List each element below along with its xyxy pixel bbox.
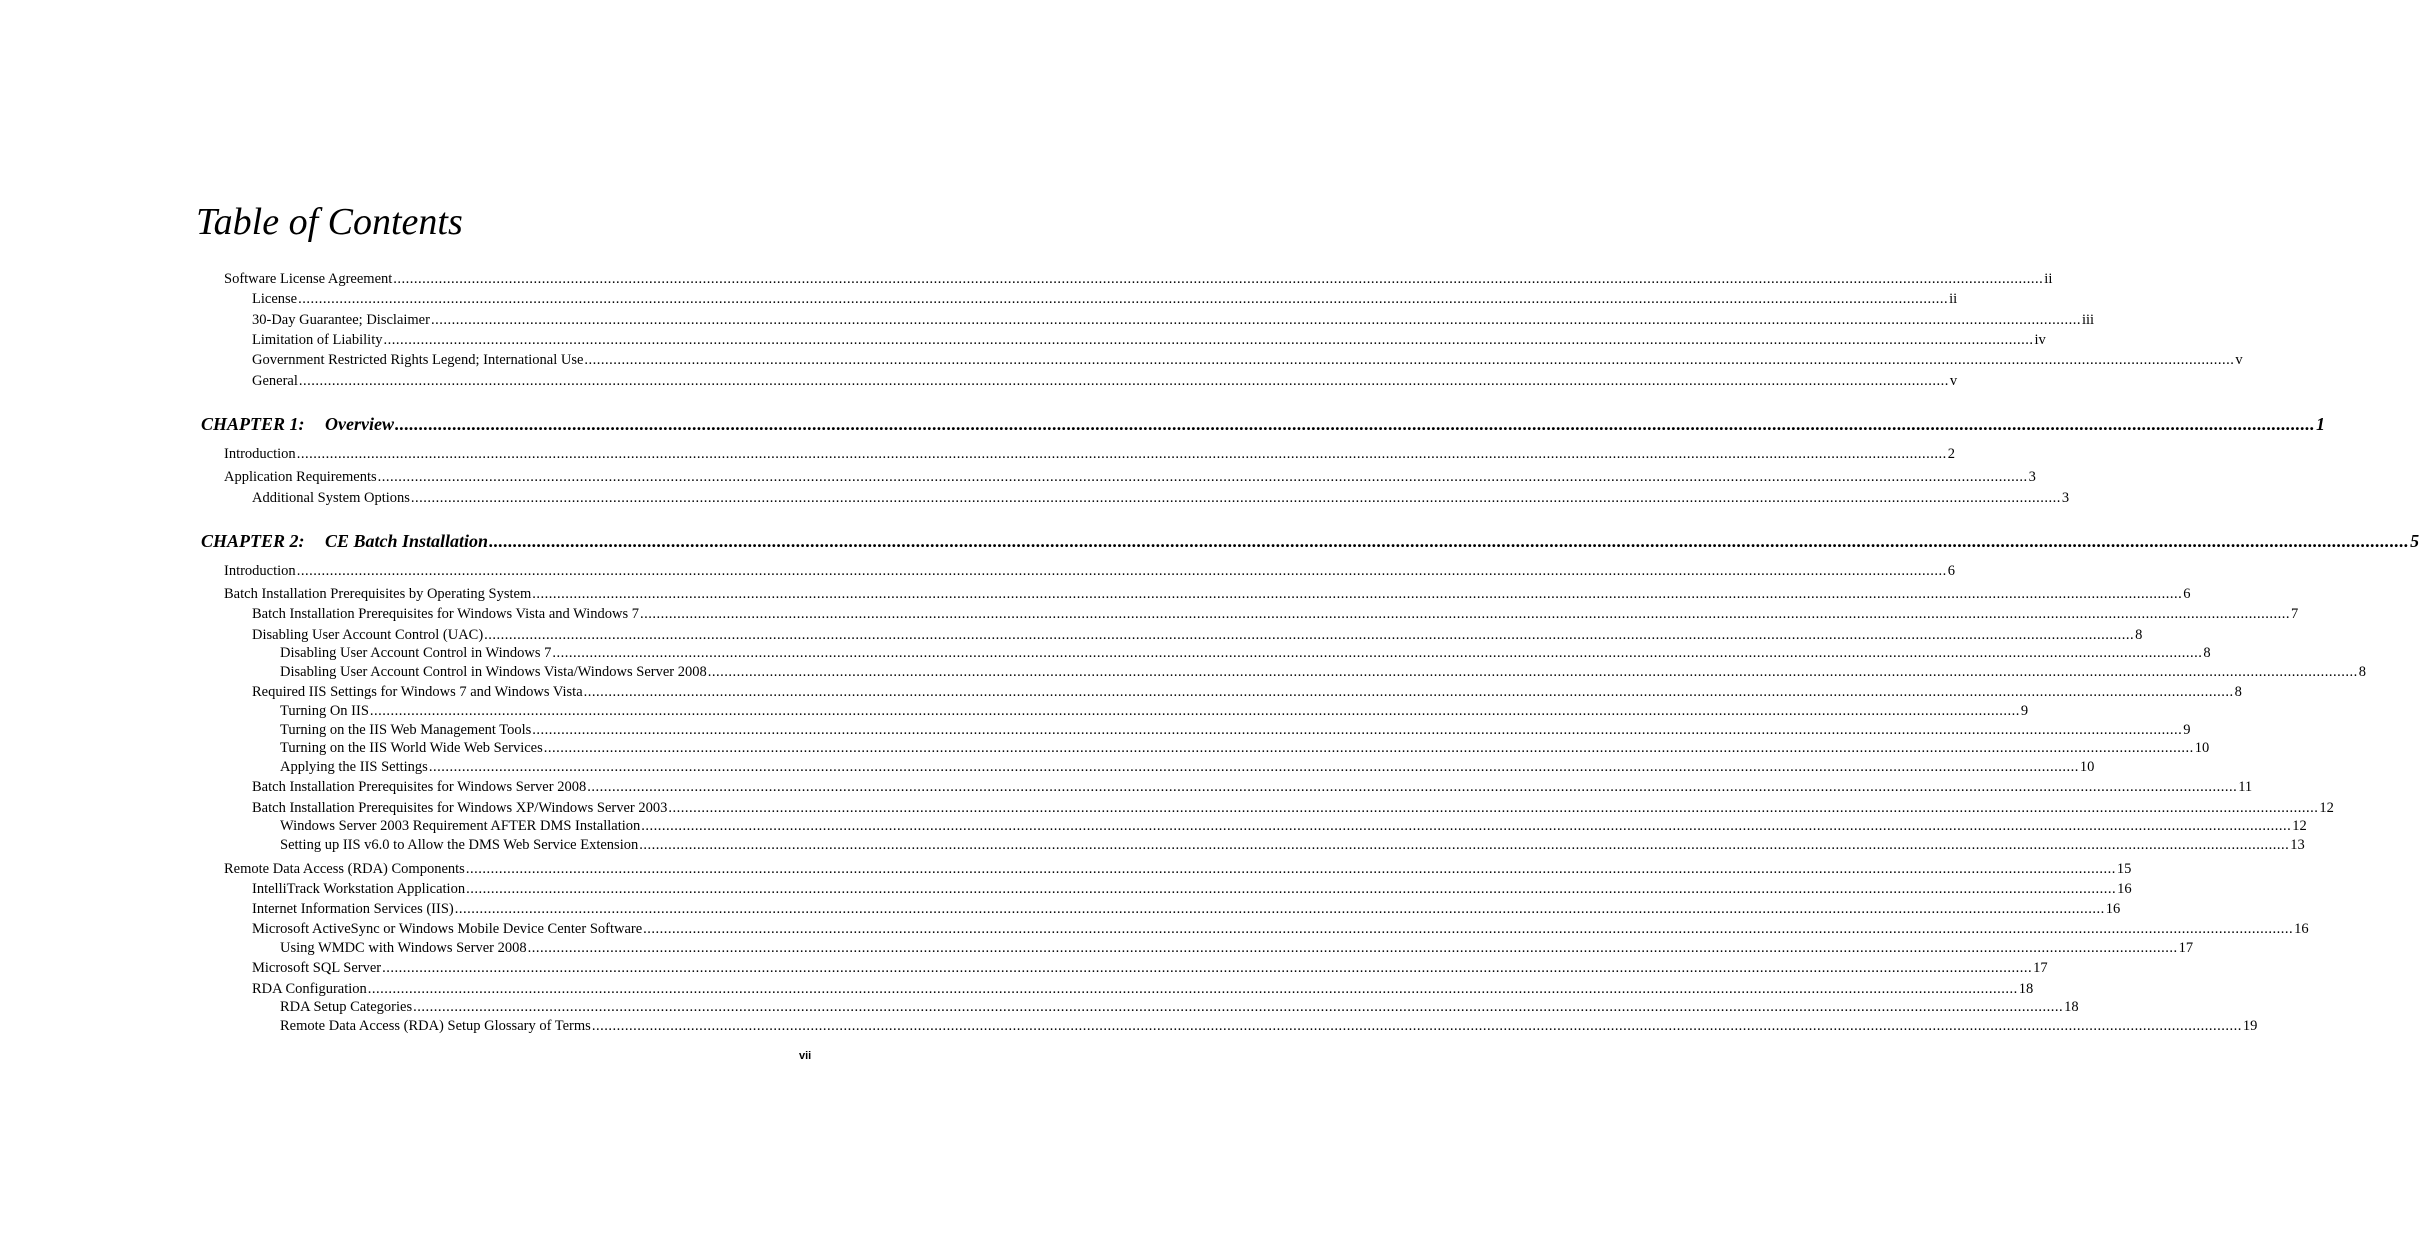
- toc-page-number: 16: [2105, 901, 2121, 917]
- toc-entry-title: Introduction: [224, 563, 296, 579]
- toc-entry[interactable]: [252, 920, 2309, 938]
- dot-leader: ................................................................................................................................................................................................................................................................................................................................................................................................................: [367, 981, 2018, 997]
- toc-page-number: iii: [2081, 312, 2095, 328]
- toc-entry[interactable]: [280, 644, 2211, 662]
- toc-entry-title: Batch Installation Prerequisites for Windows Vista and Windows 7: [252, 606, 639, 622]
- toc-chapter-name: CE Batch Installation: [325, 531, 489, 551]
- dot-leader: ................................................................................................................................................................................................................................................................................................................................................................................................................: [668, 800, 2319, 816]
- toc-entry-title: Microsoft SQL Server: [252, 960, 382, 976]
- toc-chapter-entry[interactable]: [201, 413, 2325, 435]
- dot-leader: ................................................................................................................................................................................................................................................................................................................................................................................................................: [466, 881, 2117, 897]
- toc-entry[interactable]: [252, 489, 2070, 507]
- toc-entry[interactable]: [252, 959, 2048, 977]
- dot-leader: ................................................................................................................................................................................................................................................................................................................................................................................................................: [591, 1018, 2242, 1034]
- toc-page-number: 3: [2028, 469, 2036, 485]
- dot-leader: ................................................................................................................................................................................................................................................................................................................................................................................................................: [369, 703, 2020, 719]
- toc-page-number: ii: [1949, 291, 1958, 307]
- toc-entry[interactable]: [280, 817, 2307, 835]
- toc-chapter-title: [201, 530, 488, 552]
- toc-entry[interactable]: [252, 311, 2095, 329]
- toc-entry-title: Microsoft ActiveSync or Windows Mobile Device Center Software: [252, 921, 643, 937]
- toc-entry-title: RDA Configuration: [252, 981, 367, 997]
- toc-entry-title: Introduction: [224, 446, 296, 462]
- toc-entry[interactable]: [280, 758, 2095, 776]
- toc-entry-title: Disabling User Account Control in Windows Vista/Windows Server 2008: [280, 664, 707, 680]
- toc-entry-title: Windows Server 2003 Requirement AFTER DMS Installation: [280, 818, 641, 834]
- dot-leader: ................................................................................................................................................................................................................................................................................................................................................................................................................: [394, 414, 2315, 434]
- dot-leader: ................................................................................................................................................................................................................................................................................................................................................................................................................: [454, 901, 2105, 917]
- dot-leader: ................................................................................................................................................................................................................................................................................................................................................................................................................: [707, 664, 2358, 680]
- toc-page-number: 13: [2290, 837, 2305, 853]
- toc-page-number: 12: [2292, 818, 2307, 834]
- dot-leader: ................................................................................................................................................................................................................................................................................................................................................................................................................: [587, 779, 2238, 795]
- toc-entry[interactable]: [224, 562, 1955, 580]
- toc-page-number: 5: [2410, 531, 2419, 551]
- toc-entry[interactable]: [252, 290, 1958, 308]
- toc-entry-title: IntelliTrack Workstation Application: [252, 881, 466, 897]
- page-number: vii: [799, 1050, 812, 1062]
- dot-leader: ................................................................................................................................................................................................................................................................................................................................................................................................................: [377, 469, 2028, 485]
- toc-entry-title: Applying the IIS Settings: [280, 759, 428, 775]
- toc-chapter-name: Overview: [325, 414, 394, 434]
- toc-entry[interactable]: [252, 683, 2242, 701]
- toc-entry-title: General: [252, 373, 298, 389]
- toc-entry[interactable]: [224, 468, 2036, 486]
- toc-entry[interactable]: [280, 836, 2305, 854]
- toc-entry-title: Setting up IIS v6.0 to Allow the DMS Web Service Extension: [280, 837, 639, 853]
- toc-entry-title: Batch Installation Prerequisites by Operating System: [224, 586, 532, 602]
- page-title: Table of Contents: [196, 201, 463, 243]
- toc-entry[interactable]: [252, 799, 2334, 817]
- dot-leader: ................................................................................................................................................................................................................................................................................................................................................................................................................: [527, 940, 2178, 956]
- toc-page-number: 2: [1947, 446, 1955, 462]
- dot-leader: ................................................................................................................................................................................................................................................................................................................................................................................................................: [584, 352, 2235, 368]
- toc-page-number: 18: [2018, 981, 2034, 997]
- dot-leader: ................................................................................................................................................................................................................................................................................................................................................................................................................: [583, 684, 2234, 700]
- toc-page-number: 1: [2315, 414, 2325, 434]
- toc-page-number: 8: [2203, 645, 2211, 661]
- toc-entry[interactable]: [280, 1017, 2258, 1035]
- toc-entry[interactable]: [252, 605, 2299, 623]
- toc-entry-title: Remote Data Access (RDA) Setup Glossary of Terms: [280, 1018, 591, 1034]
- toc-entry-title: Additional System Options: [252, 490, 410, 506]
- toc-entry[interactable]: [280, 721, 2191, 739]
- toc-entry-title: Disabling User Account Control (UAC): [252, 627, 484, 643]
- toc-page-number: 16: [2117, 881, 2132, 897]
- toc-entry-title: 30-Day Guarantee; Disclaimer: [252, 312, 430, 328]
- dot-leader: ................................................................................................................................................................................................................................................................................................................................................................................................................: [430, 312, 2081, 328]
- dot-leader: ................................................................................................................................................................................................................................................................................................................................................................................................................: [298, 291, 1949, 307]
- toc-entry-title: License: [252, 291, 298, 307]
- toc-entry[interactable]: [280, 739, 2210, 757]
- toc-page-number: 8: [2135, 627, 2143, 643]
- toc-chapter-label: CHAPTER 1:: [201, 414, 305, 434]
- toc-entry[interactable]: [280, 998, 2079, 1016]
- toc-entry-title: Internet Information Services (IIS): [252, 901, 454, 917]
- toc-entry-title: Batch Installation Prerequisites for Windows Server 2008: [252, 779, 587, 795]
- toc-entry[interactable]: [224, 860, 2132, 878]
- toc-page-number: 18: [2064, 999, 2079, 1015]
- toc-page-number: 9: [2183, 722, 2191, 738]
- toc-page-number: 9: [2020, 703, 2029, 719]
- dot-leader: ................................................................................................................................................................................................................................................................................................................................................................................................................: [640, 606, 2290, 622]
- dot-leader: ................................................................................................................................................................................................................................................................................................................................................................................................................: [382, 960, 2033, 976]
- toc-entry-title: Government Restricted Rights Legend; International Use: [252, 352, 584, 368]
- toc-page-number: v: [2235, 352, 2243, 368]
- toc-page-number: 12: [2319, 800, 2334, 816]
- dot-leader: ................................................................................................................................................................................................................................................................................................................................................................................................................: [532, 722, 2183, 738]
- toc-entry[interactable]: [252, 980, 2034, 998]
- dot-leader: ................................................................................................................................................................................................................................................................................................................................................................................................................: [552, 645, 2203, 661]
- toc-page-number: 17: [2178, 940, 2194, 956]
- dot-leader: ................................................................................................................................................................................................................................................................................................................................................................................................................: [543, 740, 2194, 756]
- dot-leader: ................................................................................................................................................................................................................................................................................................................................................................................................................: [383, 332, 2034, 348]
- toc-chapter-entry[interactable]: [201, 530, 2419, 552]
- toc-entry-title: Disabling User Account Control in Windows 7: [280, 645, 552, 661]
- dot-leader: ................................................................................................................................................................................................................................................................................................................................................................................................................: [298, 373, 1949, 389]
- toc-entry[interactable]: [252, 900, 2121, 918]
- toc-page-number: iv: [2034, 332, 2046, 348]
- toc-page-number: ii: [2044, 271, 2053, 287]
- toc-page-number: 8: [2358, 664, 2367, 680]
- toc-page-number: 8: [2234, 684, 2242, 700]
- toc-entry[interactable]: [280, 702, 2029, 720]
- toc-entry[interactable]: [224, 445, 1955, 463]
- toc-chapter-title: [201, 413, 394, 435]
- dot-leader: ................................................................................................................................................................................................................................................................................................................................................................................................................: [639, 837, 2290, 853]
- toc-entry-title: RDA Setup Categories: [280, 999, 413, 1015]
- toc-page-number: 6: [1947, 563, 1955, 579]
- toc-entry-title: Limitation of Liability: [252, 332, 383, 348]
- toc-page-number: 10: [2194, 740, 2210, 756]
- toc-entry-title: Software License Agreement: [224, 271, 393, 287]
- toc-entry[interactable]: [252, 331, 2046, 349]
- toc-entry-title: Application Requirements: [224, 469, 377, 485]
- dot-leader: ................................................................................................................................................................................................................................................................................................................................................................................................................: [296, 446, 1947, 462]
- dot-leader: ................................................................................................................................................................................................................................................................................................................................................................................................................: [641, 818, 2292, 834]
- toc-chapter-label: CHAPTER 2:: [201, 531, 305, 551]
- toc-entry-title: Required IIS Settings for Windows 7 and Windows Vista: [252, 684, 583, 700]
- toc-page-number: 17: [2033, 960, 2048, 976]
- toc-page-number: v: [1949, 373, 1958, 389]
- toc-entry-title: Batch Installation Prerequisites for Windows XP/Windows Server 2003: [252, 800, 668, 816]
- toc-page-number: 16: [2294, 921, 2309, 937]
- dot-leader: ................................................................................................................................................................................................................................................................................................................................................................................................................: [484, 627, 2135, 643]
- dot-leader: ................................................................................................................................................................................................................................................................................................................................................................................................................: [296, 563, 1947, 579]
- toc-entry[interactable]: [280, 939, 2194, 957]
- toc-entry[interactable]: [252, 351, 2243, 369]
- toc-entry[interactable]: [224, 585, 2191, 603]
- toc-entry[interactable]: [280, 663, 2367, 681]
- dot-leader: ................................................................................................................................................................................................................................................................................................................................................................................................................: [643, 921, 2294, 937]
- toc-entry-title: Turning on the IIS World Wide Web Services: [280, 740, 543, 756]
- toc-entry[interactable]: [224, 270, 2053, 288]
- toc-page-number: 11: [2238, 779, 2253, 795]
- toc-entry[interactable]: [252, 372, 1958, 390]
- toc-entry[interactable]: [252, 778, 2253, 796]
- dot-leader: ................................................................................................................................................................................................................................................................................................................................................................................................................: [393, 271, 2044, 287]
- dot-leader: ................................................................................................................................................................................................................................................................................................................................................................................................................: [413, 999, 2064, 1015]
- toc-entry-title: Remote Data Access (RDA) Components: [224, 861, 465, 877]
- toc-page-number: 7: [2291, 606, 2299, 622]
- toc-entry-title: Using WMDC with Windows Server 2008: [280, 940, 527, 956]
- dot-leader: ................................................................................................................................................................................................................................................................................................................................................................................................................: [428, 759, 2079, 775]
- toc-page-number: 6: [2183, 586, 2191, 602]
- toc-page-number: 15: [2116, 861, 2132, 877]
- toc-entry[interactable]: [252, 880, 2132, 898]
- dot-leader: ................................................................................................................................................................................................................................................................................................................................................................................................................: [410, 490, 2061, 506]
- toc-entry-title: Turning On IIS: [280, 703, 369, 719]
- dot-leader: ................................................................................................................................................................................................................................................................................................................................................................................................................: [465, 861, 2116, 877]
- dot-leader: ................................................................................................................................................................................................................................................................................................................................................................................................................: [532, 586, 2183, 602]
- toc-page-number: 10: [2079, 759, 2095, 775]
- toc-page-number: 3: [2061, 490, 2070, 506]
- dot-leader: ................................................................................................................................................................................................................................................................................................................................................................................................................: [489, 531, 2410, 551]
- toc-page-number: 19: [2242, 1018, 2258, 1034]
- toc-entry-title: Turning on the IIS Web Management Tools: [280, 722, 532, 738]
- toc-entry[interactable]: [252, 626, 2143, 644]
